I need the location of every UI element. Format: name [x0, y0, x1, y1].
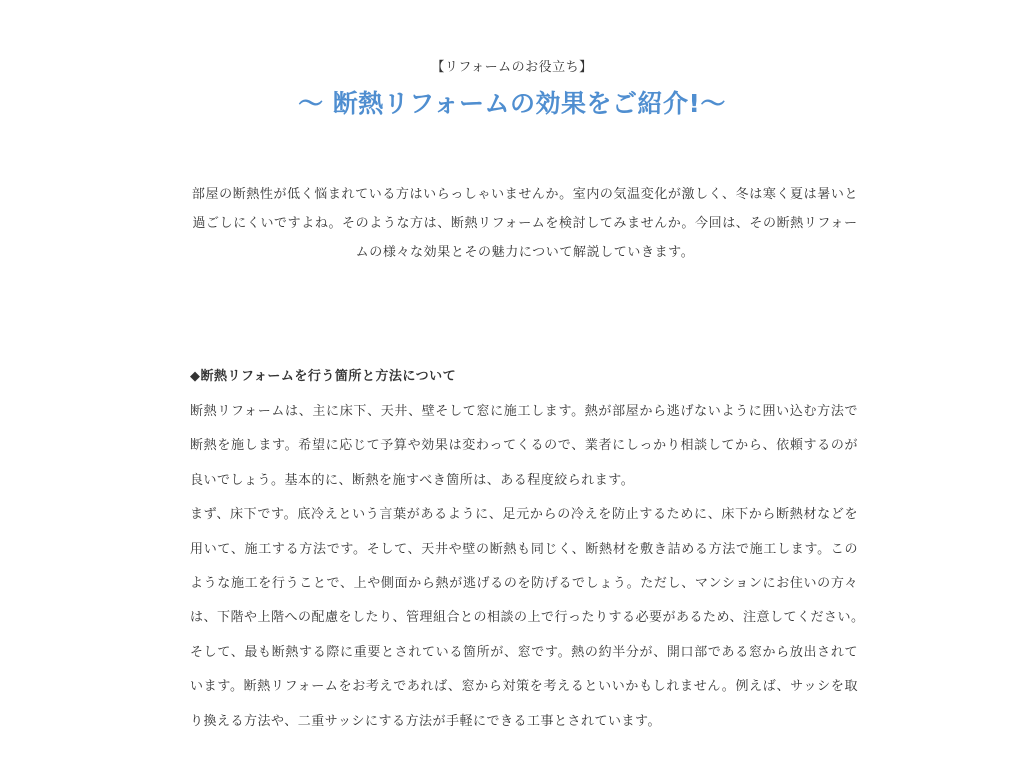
article-section — [190, 365, 872, 739]
section-paragraph: 断熱リフォームは、主に床下、天井、壁そして窓に施工します。熱が部屋から逃げないように囲い込む方法で断熱を施します。希望に応じて予算や効果は変わってくるので、業者にしっかり相談してから、依頼するのが良いでしょう。基本的に、断熱を施すべき箇所は、ある程度絞られます。 — [190, 404, 858, 488]
article-intro: 部屋の断熱性が低く悩まれている方はいらっしゃいませんか。室内の気温変化が激しく、冬は寒く夏は暑いと過ごしにくいですよね。そのような方は、断熱リフォームを検討してみませんか。今回は、その断熱リフォームの様々な効果とその魅力について解説していきます。 — [191, 187, 859, 260]
article-category-label: 【リフォームのお役立ち】 — [431, 60, 593, 75]
article-title: 〜 断熱リフォームの効果をご紹介!〜 — [298, 89, 726, 118]
section-paragraph: まず、床下です。底冷えという言葉があるように、足元からの冷えを防止するために、床下から断熱材などを用いて、施工する方法です。そして、天井や壁の断熱も同じく、断熱材を敷き詰める方法で施工します。このような施工を行うことで、上や側面から熱が逃げるのを防げるでしょう。ただし、マンションにお住いの方々は、下階や上階への配慮をしたり、管理組合との相談の上で行ったりする必要があるため、注意してください。 そして、最も断熱する際に重要とされている箇所が、窓です。熱の約半分が、開口部である窓から放出されています。断熱リフォームをお考えであれば、窓から対策を考えるといいかもしれません。例えば、サッシを取り換える方法や、二重サッシにする方法が手軽にできる工事とされています。 — [190, 507, 872, 729]
section-heading: ◆断熱リフォームを行う箇所と方法について — [190, 369, 457, 384]
